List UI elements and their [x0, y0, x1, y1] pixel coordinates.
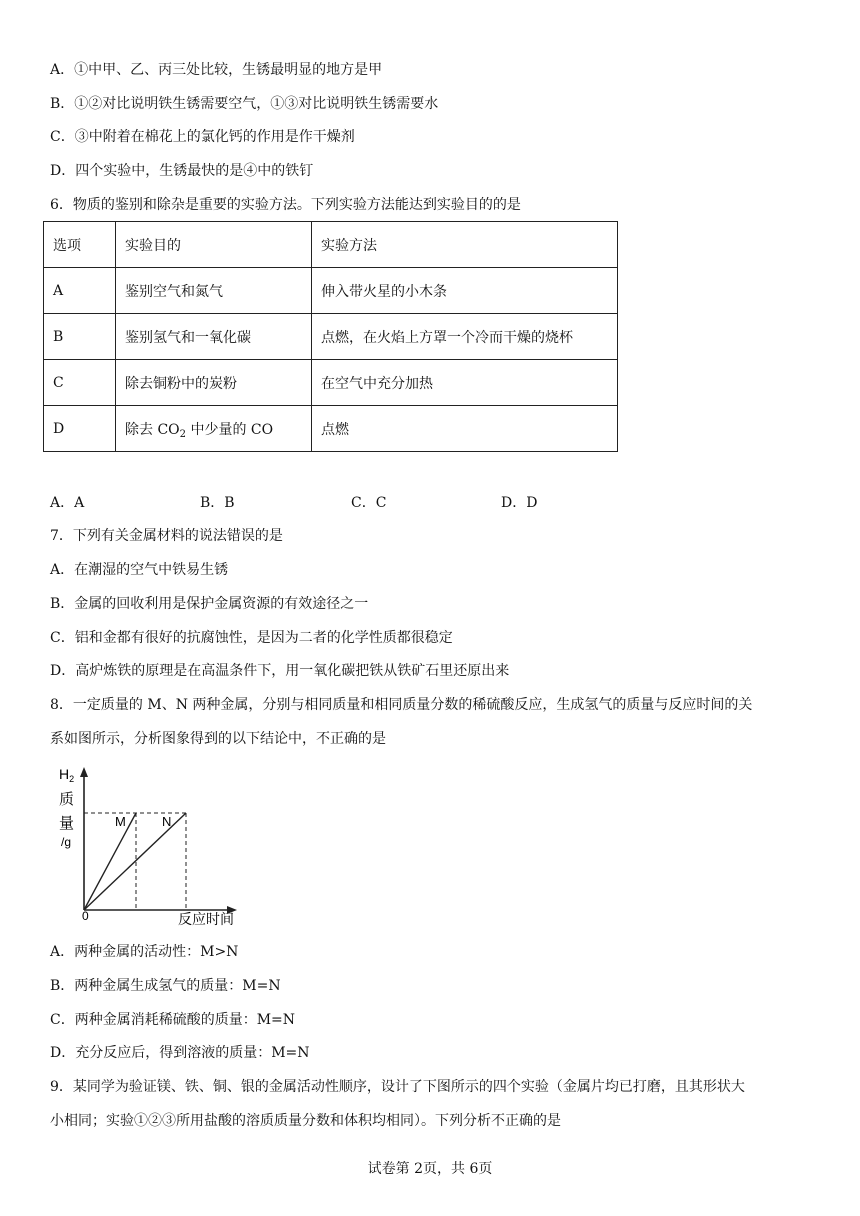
y-label-unit: /g [61, 835, 72, 849]
q7-option-c: C．铝和金都有很好的抗腐蚀性，是因为二者的化学性质都很稳定 [50, 630, 453, 646]
y-label-h: $H_2$ [59, 766, 75, 784]
q7-option-b: B．金属的回收利用是保护金属资源的有效途径之一 [50, 596, 369, 612]
table-row [44, 360, 618, 406]
q5-option-c: C．③中附着在棉花上的氯化钙的作用是作干燥剂 [50, 129, 355, 145]
q8-stem-line2: 系如图所示，分析图象得到的以下结论中，不正确的是 [50, 731, 386, 747]
table-header-cell: 实验方法 [312, 222, 618, 268]
q7-option-a: A．在潮湿的空气中铁易生锈 [50, 562, 229, 578]
q5-option-a: A．①中甲、乙、丙三处比较，生锈最明显的地方是甲 [50, 62, 383, 78]
table-header-cell: 选项 [44, 222, 116, 268]
table-cell-co2 [116, 406, 312, 452]
q8-stem-line1: 8．一定质量的 M、N 两种金属，分别与相同质量和相同质量分数的稀硫酸反应，生成氢气的质量与反应时间的关 [50, 697, 753, 713]
table-cell: C [44, 360, 116, 406]
table-row [44, 268, 618, 314]
series-m-label: M [115, 814, 126, 829]
q9-stem-line1: 9．某同学为验证镁、铁、铜、银的金属活动性顺序，设计了下图所示的四个实验（金属片均已打磨，且其形状大 [50, 1079, 745, 1095]
table-header-cell: 实验目的 [116, 222, 312, 268]
q5-option-b: B．①②对比说明铁生锈需要空气，①③对比说明铁生锈需要水 [50, 96, 439, 112]
q8-graph [55, 762, 245, 930]
table-cell: A [44, 268, 116, 314]
y-axis-arrow-icon [80, 767, 88, 777]
table-cell: B [44, 314, 116, 360]
table-header-row [44, 222, 618, 268]
q8-option-a: A．两种金属的活动性：M>N [50, 944, 239, 960]
q6-stem: 6．物质的鉴别和除杂是重要的实验方法。下列实验方法能达到实验目的的是 [50, 197, 521, 213]
series-n-label: N [162, 814, 172, 829]
q5-option-d: D．四个实验中，生锈最快的是④中的铁钉 [50, 163, 314, 179]
q6-option-b: B．B [200, 495, 235, 511]
q8-option-c: C．两种金属消耗稀硫酸的质量：M=N [50, 1012, 296, 1028]
table-row [44, 314, 618, 360]
q6-table [43, 221, 618, 452]
table-cell: 鉴别氢气和一氧化碳 [116, 314, 312, 360]
q7-option-d: D．高炉炼铁的原理是在高温条件下，用一氧化碳把铁从铁矿石里还原出来 [50, 663, 510, 679]
co2-text-prefix: 除去 CO [125, 421, 180, 438]
q6-option-a: A．A [50, 495, 85, 511]
q8-option-b: B．两种金属生成氢气的质量：M=N [50, 978, 281, 994]
y-label-zhi: 质 [59, 790, 75, 808]
co2-text-suffix: 中少量的 CO [186, 421, 274, 438]
table-row [44, 406, 618, 452]
q6-option-d: D．D [501, 495, 538, 511]
q7-stem: 7．下列有关金属材料的说法错误的是 [50, 528, 283, 544]
x-axis-label: 反应时间 [178, 912, 234, 928]
table-cell: D [44, 406, 116, 452]
q8-option-d: D．充分反应后，得到溶液的质量：M=N [50, 1045, 310, 1061]
table-cell: 鉴别空气和氮气 [116, 268, 312, 314]
table-cell: 在空气中充分加热 [312, 360, 618, 406]
table-cell: 伸入带火星的小木条 [312, 268, 618, 314]
table-cell: 除去铜粉中的炭粉 [116, 360, 312, 406]
co2-subscript: 2 [179, 428, 187, 440]
q9-stem-line2: 小相同；实验①②③所用盐酸的溶质质量分数和体积均相同）。下列分析不正确的是 [50, 1113, 561, 1129]
table-cell: 点燃，在火焰上方罩一个冷而干燥的烧杯 [312, 314, 618, 360]
page-footer: 试卷第 2页，共 6页 [367, 1161, 493, 1177]
y-label-liang: 量 [59, 814, 75, 832]
table-cell: 点燃 [312, 406, 618, 452]
origin-label: 0 [82, 909, 89, 923]
series-m-line [84, 813, 136, 910]
q6-options [50, 492, 650, 512]
q6-option-c: C．C [351, 495, 387, 511]
